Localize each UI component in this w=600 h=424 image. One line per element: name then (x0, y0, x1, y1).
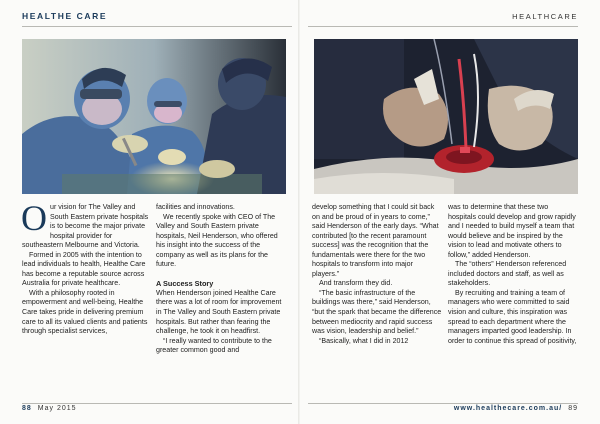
surgeons-operating-illustration (22, 39, 286, 194)
paragraph: The “others” Henderson referenced included doctors and staff, as well as stakeholders. (448, 260, 567, 288)
section-header: HEALTHE CARE (22, 11, 108, 21)
website-url[interactable]: www.healthecare.com.au/ (453, 405, 563, 412)
left-folio (22, 405, 77, 412)
paragraph: “I really wanted to contribute to the greater common good and (156, 336, 272, 355)
footer-rule (22, 403, 292, 404)
paragraph: was to determine that these two hospitals could develop and grow rapidly and I needed to build myself a team that would believe and be inspired by the vision to lead and motivate others to follow,” added Henderson. (448, 203, 576, 259)
right-folio (454, 405, 578, 412)
page-number: 89 (568, 405, 578, 412)
article-column-1 (21, 198, 152, 337)
page-number: 88 (22, 405, 32, 412)
paragraph: “Basically, what I did in 2012 (319, 336, 409, 345)
header-rule (22, 26, 292, 27)
section-header: HEALTHCARE (512, 12, 578, 21)
paragraph: With a philosophy rooted in empowerment and well-being, Healthe Care takes pride in delivering premium care to all its valued clients and patients through specialist services, (22, 288, 148, 336)
paragraph: When Henderson joined Healthe Care there was a lot of room for improvement in The Valley and South Eastern private hospitals. But rather than fearing the challenge, he took it on headfirst. (156, 288, 282, 336)
footer-rule (308, 403, 578, 404)
paragraph: ur vision for The Valley and South Eastern private hospitals is to become the major private hospital provider for southeastern Melbourne and Victoria. (22, 203, 149, 250)
header-rule (308, 26, 578, 27)
article-column-3 (312, 203, 442, 346)
surgeons-operating-photo (22, 39, 286, 194)
paragraph: facilities and innovations. (156, 203, 235, 211)
right-page (300, 0, 600, 424)
paragraph: And transform they did. (319, 279, 393, 288)
paragraph: We recently spoke with CEO of The Valley and South Eastern private hospitals, Neil Henderson, who offered his insight into the success of the company as well as its plans for the future. (156, 212, 278, 269)
subheading: A Success Story (156, 279, 214, 289)
article-column-2 (156, 203, 286, 356)
drop-cap: O (21, 198, 47, 238)
paragraph: “The basic infrastructure of the buildings was there,” said Henderson, “but the spark that became the difference between mediocrity and rapid success was vision, leadership and belief.” (312, 288, 442, 336)
issue-date: May 2015 (37, 405, 77, 412)
paragraph: Formed in 2005 with the intention to lead individuals to health, Healthe Care has become a reputable source across Australia for private healthcare. (22, 250, 146, 288)
paragraph: By recruiting and training a team of managers who were committed to said vision and culture, this inspiration was spread to each department where the managers imparted good leadership. In order to continue this spread of positivity, (448, 288, 577, 345)
paragraph: develop something that I could sit back on and be proud of in years to come,” said Henderson of the early days. “What contributed [to the recent paramount success] was the recognition that the fundamentals were there for the two hospitals to transform into major players.” (312, 203, 439, 278)
article-column-4 (448, 203, 578, 346)
surgical-hands-illustration (314, 39, 578, 194)
surgical-hands-photo (314, 39, 578, 194)
